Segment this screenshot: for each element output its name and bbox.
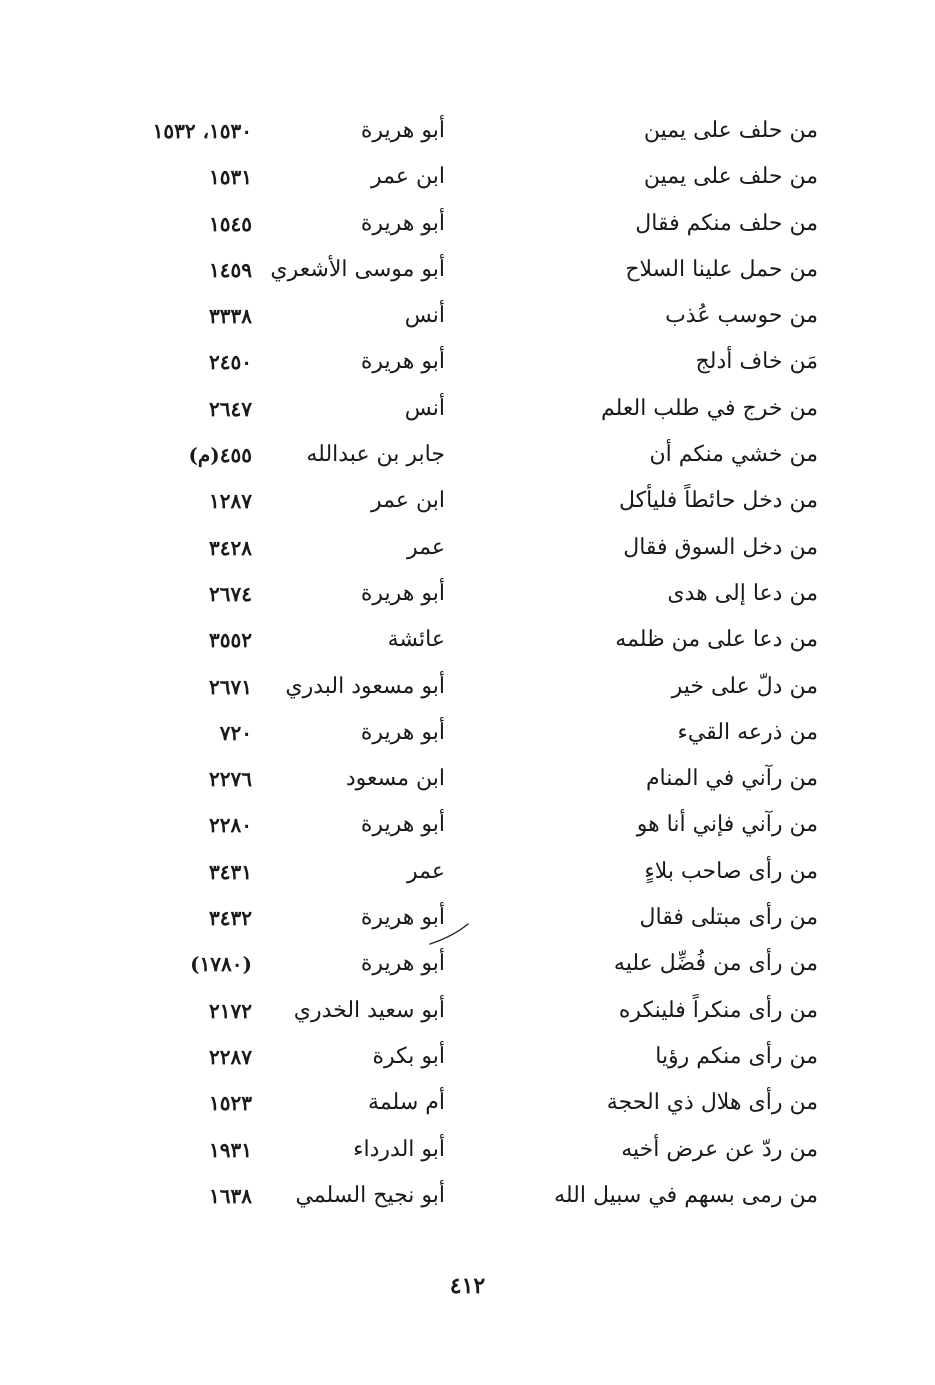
index-row xyxy=(0,804,935,850)
hadith-phrase: من خرج في طلب العلم xyxy=(600,395,818,421)
narrator-name: عائشة xyxy=(387,627,445,653)
hadith-number: ١٥٤٥ xyxy=(209,211,252,236)
hadith-phrase: من رأى من فُضِّل عليه xyxy=(613,951,818,977)
hadith-number: ١٥٢٣ xyxy=(209,1091,252,1116)
hadith-phrase: من رأى صاحب بلاءٍ xyxy=(644,858,818,884)
index-row xyxy=(0,388,935,434)
narrator-name: ابن عمر xyxy=(371,164,445,190)
index-row xyxy=(0,758,935,804)
index-row xyxy=(0,1082,935,1128)
hadith-number: ٢٢٧٦ xyxy=(209,767,252,792)
hadith-number: ١٥٣١ xyxy=(209,165,252,190)
hadith-phrase: من رأى منكراً فلينكره xyxy=(618,997,818,1023)
hadith-phrase: من حلف على يمين xyxy=(643,164,818,190)
hadith-phrase: من حوسب عُذب xyxy=(665,303,818,329)
hadith-number: ٢٦٧١ xyxy=(209,674,252,699)
index-row xyxy=(0,110,935,156)
hadith-phrase: من رمى بسهم في سبيل الله xyxy=(554,1182,818,1208)
narrator-name: أبو هريرة xyxy=(360,905,445,931)
narrator-name: أبو هريرة xyxy=(360,719,445,745)
hadith-phrase: من دلّ على خير xyxy=(671,673,818,699)
hadith-phrase: من حلف منكم فقال xyxy=(635,210,818,236)
hadith-phrase: من ذرعه القيء xyxy=(677,719,818,745)
index-row xyxy=(0,341,935,387)
hadith-phrase: من رأى مبتلى فقال xyxy=(639,905,818,931)
hadith-number: ١٤٥٩ xyxy=(209,257,252,282)
hadith-number: ٣٤٣٢ xyxy=(209,906,252,931)
hadith-phrase: من رآني فإني أنا هو xyxy=(636,812,818,838)
hadith-phrase: من حلف على يمين xyxy=(643,118,818,143)
hadith-phrase: من رأى منكم رؤيا xyxy=(655,1043,818,1069)
index-row xyxy=(0,249,935,295)
narrator-name: أم سلمة xyxy=(368,1090,445,1116)
hadith-number: ٤٥٥(م) xyxy=(188,443,252,468)
hadith-number: ٣٥٥٢ xyxy=(209,628,252,653)
hadith-number: ٢٤٥٠ xyxy=(209,350,252,375)
narrator-name: عمر xyxy=(407,534,445,560)
hadith-number: ١٦٣٨ xyxy=(209,1183,252,1208)
page-number: ٤١٢ xyxy=(449,1273,486,1299)
index-row xyxy=(0,527,935,573)
index-row xyxy=(0,712,935,758)
index-row xyxy=(0,295,935,341)
hadith-phrase: من خشي منكم أن xyxy=(649,442,818,468)
hadith-number: ٧٢٠ xyxy=(219,720,252,745)
narrator-name: أبو سعيد الخدري xyxy=(293,997,445,1023)
hadith-number: (١٧٨٠) xyxy=(190,952,252,977)
narrator-name: أنس xyxy=(404,303,445,329)
hadith-number: ١٩٣١ xyxy=(209,1137,252,1162)
index-row xyxy=(0,573,935,619)
hadith-phrase: من ردّ عن عرض أخيه xyxy=(621,1136,818,1162)
narrator-name: أبو هريرة xyxy=(360,580,445,606)
hadith-phrase: من دعا على من ظلمه xyxy=(615,627,818,653)
narrator-name: أنس xyxy=(404,395,445,421)
narrator-name: أبو هريرة xyxy=(360,349,445,375)
narrator-name: أبو موسى الأشعري xyxy=(270,256,445,282)
index-row xyxy=(0,480,935,526)
index-row xyxy=(0,990,935,1036)
hadith-number: ٣٤٢٨ xyxy=(209,535,252,560)
narrator-name: أبو هريرة xyxy=(360,118,445,143)
hadith-number: ١٥٣٠، ١٥٣٢ xyxy=(152,119,252,143)
hadith-number: ٢١٧٢ xyxy=(209,998,252,1023)
hadith-number: ٢٢٨٠ xyxy=(209,813,252,838)
index-row xyxy=(0,156,935,202)
hadith-phrase: مَن خاف أدلج xyxy=(695,349,818,375)
narrator-name: ابن عمر xyxy=(371,488,445,514)
hadith-phrase: من حمل علينا السلاح xyxy=(625,256,818,282)
hadith-phrase: من دخل السوق فقال xyxy=(623,534,818,560)
index-row xyxy=(0,851,935,897)
narrator-name: أبو بكرة xyxy=(372,1043,445,1069)
hadith-number: ٣٣٣٨ xyxy=(209,304,252,329)
narrator-name: أبو هريرة xyxy=(360,812,445,838)
hadith-phrase: من دخل حائطاً فليأكل xyxy=(618,488,818,514)
index-row xyxy=(0,943,935,989)
index-row xyxy=(0,203,935,249)
narrator-name: عمر xyxy=(407,858,445,884)
hadith-number: ٢٢٨٧ xyxy=(209,1044,252,1069)
narrator-name: جابر بن عبدالله xyxy=(306,442,445,468)
index-row xyxy=(0,666,935,712)
hadith-number: ٢٦٤٧ xyxy=(209,396,252,421)
narrator-name: أبو مسعود البدري xyxy=(285,673,445,699)
index-row xyxy=(0,619,935,665)
hadith-number: ٢٦٧٤ xyxy=(209,581,252,606)
hadith-number: ١٢٨٧ xyxy=(209,489,252,514)
index-row xyxy=(0,1175,935,1221)
narrator-name: أبو نجيح السلمي xyxy=(295,1182,445,1208)
narrator-name: ابن مسعود xyxy=(345,766,445,792)
narrator-name: أبو الدرداء xyxy=(353,1136,445,1162)
index-row xyxy=(0,1129,935,1175)
index-row xyxy=(0,1036,935,1082)
index-row xyxy=(0,434,935,480)
hadith-phrase: من رأى هلال ذي الحجة xyxy=(606,1090,818,1116)
narrator-name: أبو هريرة xyxy=(360,210,445,236)
hadith-number: ٣٤٣١ xyxy=(209,859,252,884)
narrator-name: أبو هريرة xyxy=(360,951,445,977)
hadith-phrase: من دعا إلى هدى xyxy=(667,580,818,606)
hadith-index-list xyxy=(0,110,935,1221)
hadith-phrase: من رآني في المنام xyxy=(645,766,818,792)
handwritten-pen-mark xyxy=(428,918,472,948)
